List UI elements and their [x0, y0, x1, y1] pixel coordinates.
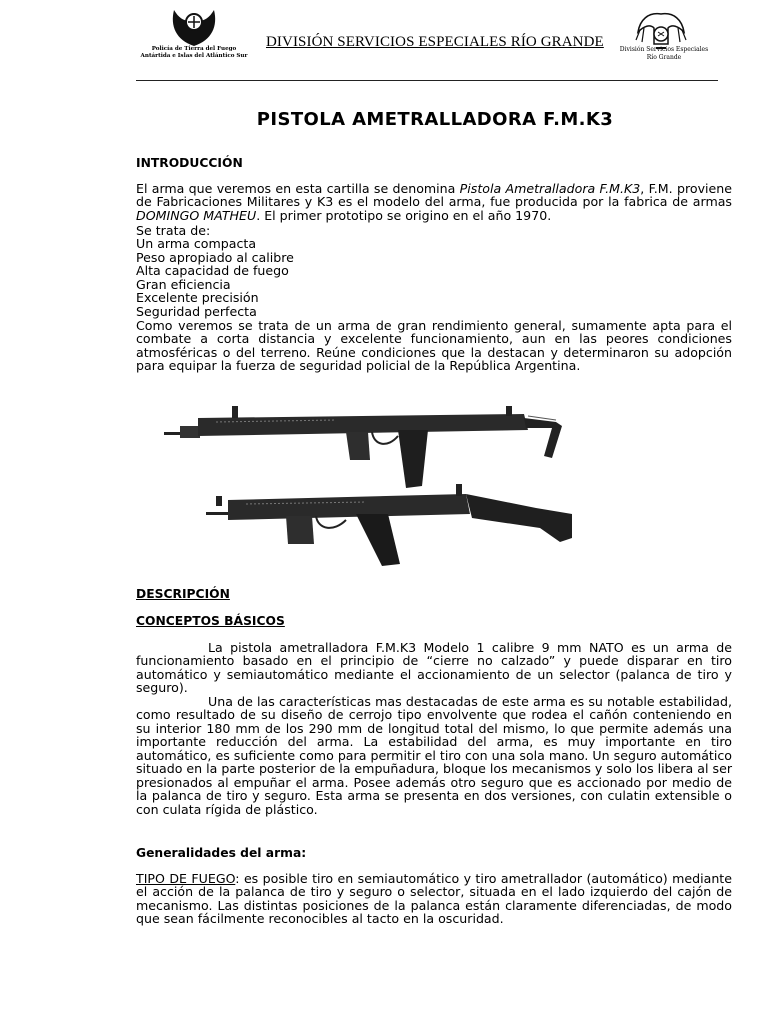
intro-paragraph-2: Como veremos se trata de un arma de gran rendimiento general, sumamente apta para el combate a corta distancia y excelente funcionamiento, aun en las peores condiciones atmosféricas o del terreno. Reúne condiciones que la destacan y determinaron su adopción para equipar la fuerza de seguridad policial de la República Argentina.: [136, 318, 732, 374]
weapon-name: Pistola Ametralladora F.M.K3: [459, 181, 641, 196]
list-item: Un arma compacta: [136, 236, 257, 252]
emblem-right-caption: División Servicios Especiales Río Grande: [619, 46, 709, 61]
generalities-heading: Generalidades del arma:: [136, 846, 307, 860]
fire-type-label: TIPO DE FUEGO: [136, 871, 236, 886]
manufacturer-name: DOMINGO MATHEU: [136, 207, 257, 223]
weapon-fixed-stock-image: [206, 484, 572, 566]
list-item: Seguridad perfecta: [136, 303, 257, 319]
intro-paragraph: El arma que veremos en esta cartilla se denomina Pistola Ametralladora F.M.K3, F.M. proviene de Fabricaciones Militares y K3 es el modelo del arma, fue producida por la fabrica de armas DOMINGO MATHEU. El primer prototipo se origino en el año 1970.: [136, 181, 732, 223]
fire-type-paragraph: TIPO DE FUEGO: es posible tiro en semiautomático y tiro ametrallador (automático) mediante el acción de la palanca de tiro y seguro o selector, situada en el lado izquierdo del cajón de mecanismo. Las distintas posiciones de la palanca están claramente diferenciadas, de modo que sean fácilmente reconocibles al tacto en la oscuridad.: [136, 871, 732, 927]
description-paragraph-2: Una de las características mas destacadas de este arma es su notable estabilidad, como resultado de su diseño de cerrojo tipo envolvente que rodea el cañón conteniendo en su interior 180 mm de los 290 mm de longitud total del mismo, lo que permite además una importante reducción del arma. La estabilidad del arma, es muy importante en tiro automático, es suficiente como para permitir el tiro con una sola mano. Un seguro automático situado en la parte posterior de la empuñadura, bloque los mecanismos y solo los libera al ser presionados al empuñar el arma. Posee además otro seguro que es accionado por medio de la palanca de tiro y seguro. Esta arma se presenta en dos versiones, con culatin extensible o con culata rígida de plástico.: [136, 694, 732, 817]
list-item: Alta capacidad de fuego: [136, 263, 289, 279]
list-item: Gran eficiencia: [136, 276, 231, 292]
emblem-left-caption: Policía de Tierra del Fuego Antártida e Islas del Atlántico Sur: [140, 46, 248, 59]
description-paragraph-1: La pistola ametralladora F.M.K3 Modelo 1 calibre 9 mm NATO es un arma de funcionamiento basado en el principio de “cierre no calzado” y puede disparar en tiro automático y semiautomático mediante el accionamiento de un selector (palanca de tiro y seguro).: [136, 640, 732, 696]
intro-list: [136, 224, 732, 318]
weapon-illustration: [136, 396, 582, 576]
list-item: Peso apropiado al calibre: [136, 249, 294, 265]
header-divider: [136, 80, 718, 81]
description-heading: DESCRIPCIÓN: [136, 587, 230, 601]
list-lead: Se trata de:: [136, 223, 211, 238]
police-emblem-left: [168, 6, 220, 48]
header-title: DIVISIÓN SERVICIOS ESPECIALES RÍO GRANDE: [266, 34, 604, 50]
list-item: Excelente precisión: [136, 290, 259, 306]
intro-heading: INTRODUCCIÓN: [136, 156, 243, 170]
concepts-heading: CONCEPTOS BÁSICOS: [136, 614, 285, 628]
weapon-folding-stock-image: [164, 406, 562, 488]
document-title: PISTOLA AMETRALLADORA F.M.K3: [256, 109, 614, 130]
